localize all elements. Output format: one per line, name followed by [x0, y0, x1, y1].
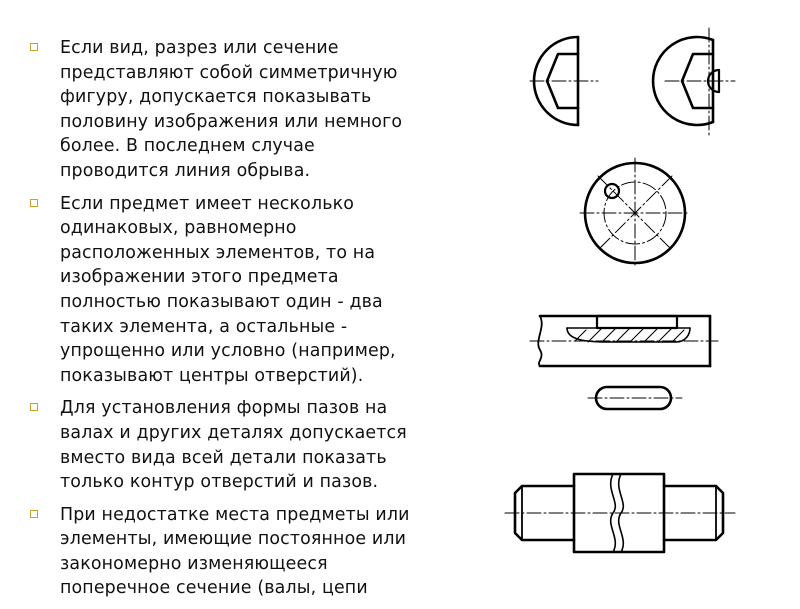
bullet-line: расположенных элементов, то на: [60, 242, 376, 263]
slot-contour-drawing: [588, 387, 682, 409]
technical-drawings: [500, 20, 760, 600]
bullet-line: Если вид, разрез или сечение: [60, 38, 339, 58]
bullet-line: одинаковых, равномерно: [60, 218, 297, 239]
bullet-line: валах и других деталях допускается: [60, 422, 407, 443]
half-view-nut-drawing: [530, 28, 598, 135]
bullet-line: вместо вида всей детали показать: [60, 447, 387, 468]
bullet-item-space-shortage: [30, 503, 492, 601]
more-than-half-view-drawing: [653, 28, 735, 135]
bullet-square-icon: [30, 403, 38, 411]
bullet-line: изображении этого предмета: [60, 267, 339, 288]
bullet-line: упрощенно или условно (например,: [60, 341, 396, 362]
bullet-line: закономерно изменяющееся: [60, 553, 328, 574]
bullet-line: только контур отверстий и пазов.: [60, 472, 379, 493]
bullet-line: Для установления формы пазов на: [60, 398, 388, 419]
bullet-square-icon: [30, 510, 38, 518]
bullet-item-slot-contour: [30, 396, 492, 494]
bullet-line: проводится линия обрыва.: [60, 160, 311, 181]
shaft-keyslot-section-drawing: [530, 316, 718, 366]
bullet-line: Если предмет имеет несколько: [60, 193, 355, 214]
bullet-line: фигуру, допускается показывать: [60, 87, 372, 108]
bullet-line: таких элемента, а остальные -: [60, 316, 348, 337]
bullet-item-repeated-elements: [30, 192, 492, 389]
bullet-line: половину изображения или немного: [60, 111, 403, 132]
flange-holes-drawing: [580, 158, 690, 268]
bullet-list: [30, 36, 492, 609]
bullet-line: представляют собой симметричную: [60, 62, 398, 83]
bullet-line: более. В последнем случае: [60, 136, 315, 157]
shaft-break-drawing: [505, 474, 735, 552]
bullet-line: полностью показывают один - два: [60, 291, 383, 312]
bullet-square-icon: [30, 43, 38, 51]
bullet-line: поперечное сечение (валы, цепи: [60, 578, 368, 599]
bullet-square-icon: [30, 199, 38, 207]
bullet-line: показывают центры отверстий).: [60, 365, 364, 386]
bullet-line: элементы, имеющие постоянное или: [60, 529, 407, 550]
bullet-item-half-view: [30, 36, 492, 184]
bullet-line: При недостатке места предметы или: [60, 504, 410, 525]
